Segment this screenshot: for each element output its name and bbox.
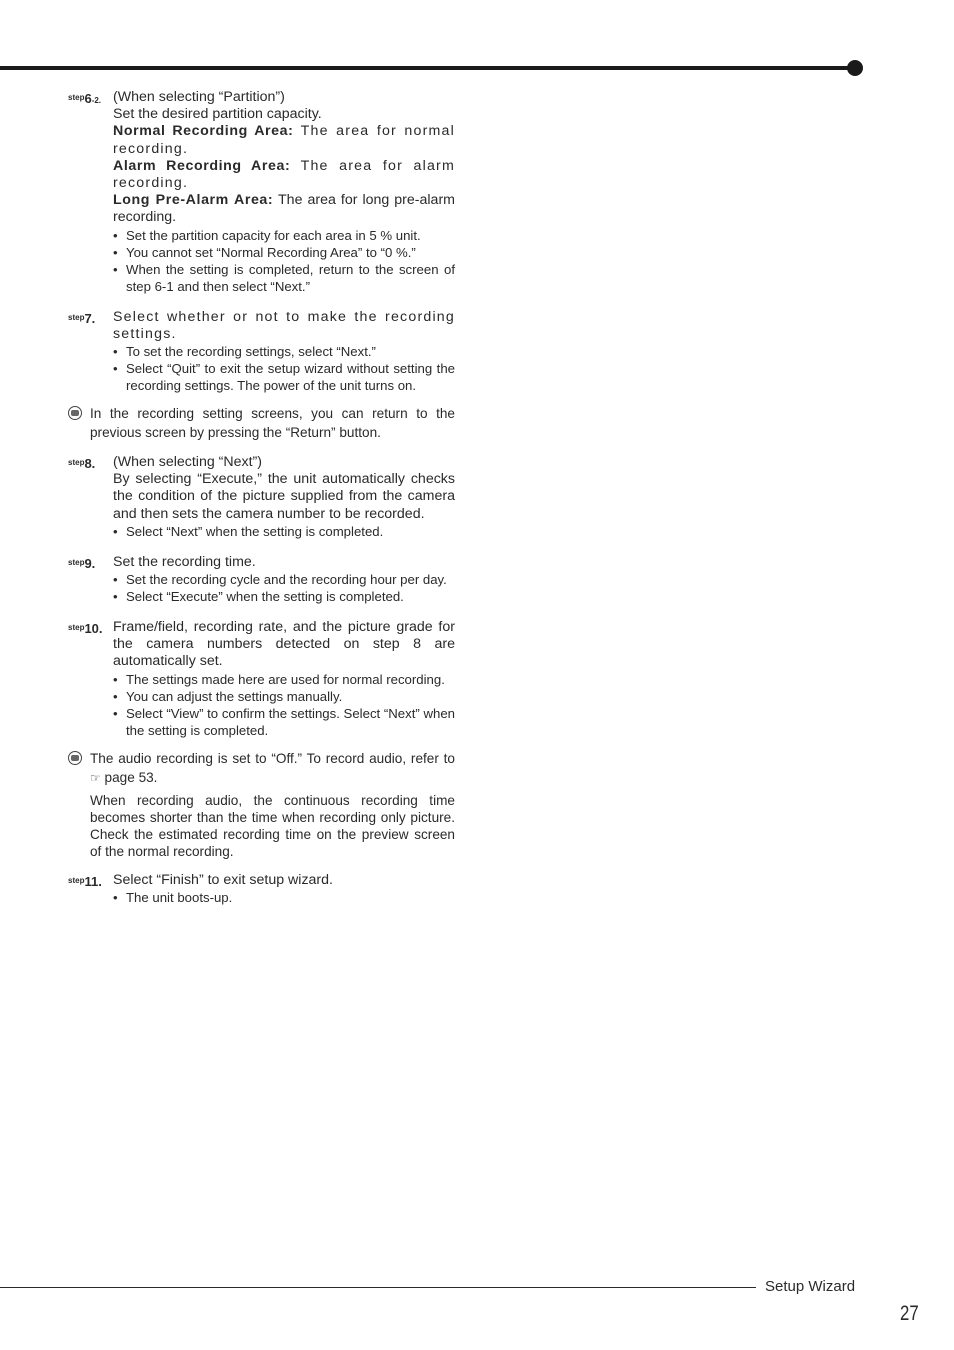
definition — [113, 192, 455, 226]
step-text: Frame/field, recording rate, and the picture grade for the camera numbers detected on step 8 are automatically set. — [113, 619, 455, 670]
step-marker: $^{step}$9. — [68, 555, 96, 571]
bullet-list — [113, 671, 455, 739]
pointing-hand-icon: ☞ — [90, 770, 101, 785]
return-note — [68, 404, 455, 442]
step-9 — [68, 554, 455, 605]
definition-term: Alarm Recording Area: — [113, 157, 291, 174]
step-8 — [68, 454, 455, 540]
bullet-item: • The settings made here are used for normal recording. — [113, 671, 455, 688]
bullet-list — [113, 227, 455, 295]
bullet-item: • You cannot set “Normal Recording Area” to “0 %.” — [113, 244, 455, 261]
header-rule — [0, 66, 852, 70]
bullet-list — [113, 889, 455, 906]
bullet-item: • Set the recording cycle and the recording hour per day. — [113, 571, 455, 588]
step-text: Set the recording time. — [113, 553, 256, 570]
step-marker: $^{step}$8. — [68, 456, 96, 472]
bullet-item: • Select “Quit” to exit the setup wizard without setting the recording settings. The power of the unit turns on. — [113, 360, 455, 394]
step-text: Select whether or not to make the recording settings. — [113, 308, 455, 342]
bullet-item: • Set the partition capacity for each area in 5 % unit. — [113, 227, 455, 244]
step-text: (When selecting “Next”) — [113, 454, 263, 471]
note-text: The audio recording is set to “Off.” To record audio, refer to ☞ page 53. — [90, 750, 455, 785]
bullet-item: • The unit boots-up. — [113, 889, 455, 906]
bullet-item: • To set the recording settings, select “Next.” — [113, 343, 455, 360]
bullet-item: • Select “Execute” when the setting is completed. — [113, 588, 455, 605]
definition — [113, 158, 455, 192]
page-reference: page 53. — [104, 769, 158, 785]
bullet-item: • You can adjust the settings manually. — [113, 688, 455, 705]
definition — [113, 123, 455, 157]
step-text: Select “Finish” to exit setup wizard. — [113, 871, 333, 888]
page-number: 27 — [900, 1302, 919, 1325]
definition-text: The area for long pre-alarm recording. — [113, 192, 455, 226]
bullet-list — [113, 571, 455, 605]
note-text: When recording audio, the continuous recording time becomes shorter than the time when recording only picture. Check the estimated recording time on the preview screen of the normal recording. — [90, 792, 455, 859]
step-marker: $^{step}$6-2. — [68, 91, 102, 106]
step-11 — [68, 872, 455, 906]
step-text: (When selecting “Partition”) — [113, 89, 285, 105]
step-marker: $^{step}$11. — [68, 873, 102, 889]
step-text: By selecting “Execute,” the unit automatically checks the condition of the picture supplied from the camera and then sets the camera number to be recorded. — [113, 471, 455, 522]
definition-text: The area for normal recording. — [113, 123, 455, 157]
step-10 — [68, 619, 455, 739]
note-icon — [68, 406, 82, 420]
step-marker: $^{step}$10. — [68, 621, 103, 637]
note-text: In the recording setting screens, you can return to the previous screen by pressing the “Return” button. — [90, 406, 455, 441]
bullet-list — [113, 343, 455, 394]
bullet-item: • Select “Next” when the setting is completed. — [113, 523, 455, 540]
definition-term: Long Pre-Alarm Area: — [113, 192, 274, 209]
step-6-2 — [68, 89, 455, 295]
step-7 — [68, 309, 455, 394]
footer-section-title: Setup Wizard — [765, 1278, 856, 1295]
bullet-list — [113, 523, 455, 540]
bullet-item: • Select “View” to confirm the settings. Select “Next” when the setting is completed. — [113, 705, 455, 739]
main-content — [68, 89, 455, 916]
audio-note — [68, 749, 455, 860]
step-text: Set the desired partition capacity. — [113, 106, 322, 123]
definition-text: The area for alarm recording. — [113, 157, 455, 192]
note-icon — [68, 751, 82, 765]
bullet-item: • When the setting is completed, return to the screen of step 6-1 and then select “Next.” — [113, 261, 455, 295]
footer-rule — [0, 1287, 756, 1288]
step-marker: $^{step}$7. — [68, 310, 96, 326]
definition-term: Normal Recording Area: — [113, 123, 294, 140]
header-dot — [847, 60, 863, 76]
